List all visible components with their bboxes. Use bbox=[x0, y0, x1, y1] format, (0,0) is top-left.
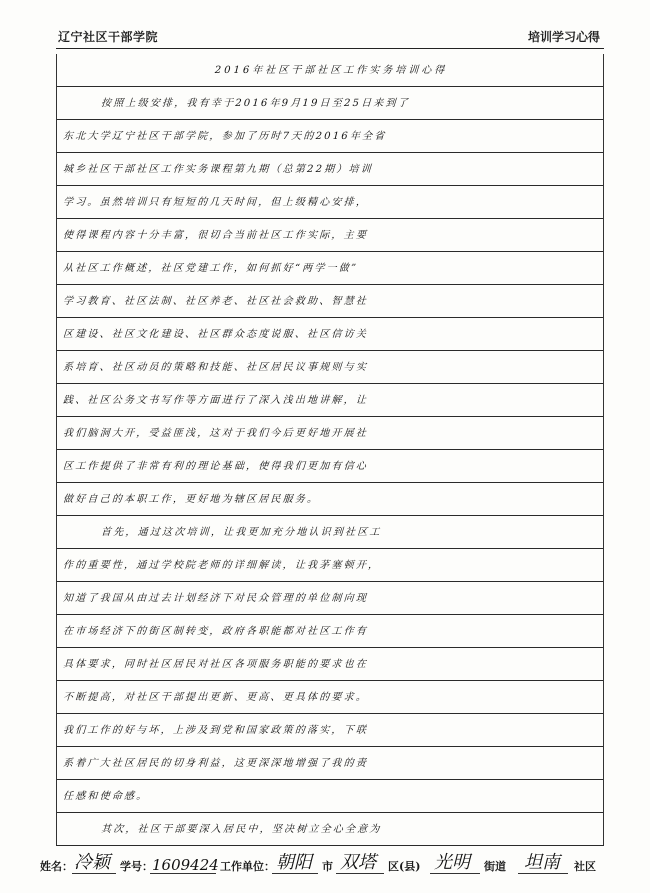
community-underline bbox=[518, 873, 568, 874]
student-id-underline bbox=[150, 873, 216, 874]
line-text: 区工作提供了非常有利的理论基础，使得我们更加有信心 bbox=[62, 461, 369, 472]
community-suffix: 社区 bbox=[574, 860, 596, 873]
text-line bbox=[57, 153, 603, 186]
line-text: 践、社区公务文书写作等方面进行了深入浅出地讲解，让 bbox=[62, 395, 369, 406]
district-suffix: 区(县) bbox=[388, 860, 421, 873]
text-line bbox=[57, 54, 603, 87]
line-text: 首先，通过这次培训，让我更加充分地认识到社区工 bbox=[100, 527, 382, 538]
city-value: 朝阳 bbox=[276, 852, 312, 873]
text-line bbox=[57, 417, 603, 450]
student-info-footer bbox=[40, 852, 620, 876]
text-line bbox=[57, 351, 603, 384]
text-line bbox=[57, 120, 603, 153]
line-text: 按照上级安排，我有幸于2016年9月19日至25日来到了 bbox=[100, 98, 411, 109]
city-suffix: 市 bbox=[322, 860, 333, 873]
community-value: 坦南 bbox=[524, 852, 560, 873]
text-line bbox=[57, 384, 603, 417]
text-line bbox=[57, 450, 603, 483]
line-text: 作的重要性，通过学校院老师的详细解读，让我茅塞顿开， bbox=[62, 560, 381, 571]
line-text: 区建设、社区文化建设、社区群众态度说服、社区信访关 bbox=[62, 329, 369, 340]
student-id-label: 学号： bbox=[120, 860, 153, 873]
district-value: 双塔 bbox=[340, 852, 376, 873]
header-rule bbox=[56, 48, 604, 49]
line-text: 具体要求，同时社区居民对社区各项服务职能的要求也在 bbox=[62, 659, 369, 670]
text-line bbox=[57, 648, 603, 681]
street-suffix: 街道 bbox=[484, 860, 506, 873]
text-line bbox=[57, 252, 603, 285]
line-text: 东北大学辽宁社区干部学院，参加了历时7天的2016年全省 bbox=[62, 131, 387, 142]
text-line bbox=[57, 318, 603, 351]
line-text: 任感和使命感。 bbox=[62, 791, 149, 802]
line-text: 学习教育、社区法制、社区养老、社区社会救助、智慧社 bbox=[62, 296, 369, 307]
line-text: 城乡社区干部社区工作实务课程第九期（总第22期）培训 bbox=[62, 164, 374, 175]
line-text: 其次，社区干部要深入居民中，坚决树立全心全意为 bbox=[100, 824, 382, 835]
district-underline bbox=[336, 873, 384, 874]
name-underline bbox=[72, 873, 116, 874]
text-line bbox=[57, 516, 603, 549]
document-type-header: 培训学习心得 bbox=[527, 30, 600, 44]
line-text: 从社区工作概述，社区党建工作，如何抓好“两学一做” bbox=[62, 263, 359, 274]
lined-writing-area bbox=[56, 54, 604, 846]
text-line bbox=[57, 582, 603, 615]
street-value: 光明 bbox=[434, 852, 470, 873]
line-text: 不断提高，对社区干部提出更新、更高、更具体的要求。 bbox=[62, 692, 369, 703]
line-text: 在市场经济下的街区制转变，政府各职能都对社区工作有 bbox=[62, 626, 369, 637]
essay-title: 2016年社区干部社区工作实务培训心得 bbox=[214, 65, 448, 76]
line-text: 系着广大社区居民的切身利益，这更深深地增强了我的责 bbox=[62, 758, 369, 769]
name-value: 冷颖 bbox=[74, 852, 110, 873]
text-line bbox=[57, 87, 603, 120]
text-line bbox=[57, 780, 603, 813]
line-text: 知道了我国从由过去计划经济下对民众管理的单位制向现 bbox=[62, 593, 369, 604]
name-label: 姓名： bbox=[40, 860, 73, 873]
line-text: 我们脑洞大开，受益匪浅，这对于我们今后更好地开展社 bbox=[62, 428, 369, 439]
work-unit-label: 工作单位： bbox=[220, 860, 275, 873]
text-line bbox=[57, 615, 603, 648]
line-text: 系培育、社区动员的策略和技能、社区居民议事规则与实 bbox=[62, 362, 369, 373]
institution-header: 辽宁社区干部学院 bbox=[58, 30, 159, 44]
street-underline bbox=[430, 873, 480, 874]
line-text: 做好自己的本职工作，更好地为辖区居民服务。 bbox=[62, 494, 320, 505]
text-line bbox=[57, 747, 603, 780]
text-line bbox=[57, 186, 603, 219]
text-line bbox=[57, 483, 603, 516]
text-line bbox=[57, 681, 603, 714]
text-line bbox=[57, 813, 603, 846]
text-lines bbox=[57, 54, 603, 846]
line-text: 学习。虽然培训只有短短的几天时间，但上级精心安排， bbox=[62, 197, 369, 208]
line-text: 使得课程内容十分丰富，很切合当前社区工作实际，主要 bbox=[62, 230, 369, 241]
student-id-value: 1609424 bbox=[152, 856, 219, 874]
text-line bbox=[57, 714, 603, 747]
line-text: 我们工作的好与坏，上涉及到党和国家政策的落实，下联 bbox=[62, 725, 369, 736]
text-line bbox=[57, 285, 603, 318]
text-line bbox=[57, 549, 603, 582]
text-line bbox=[57, 219, 603, 252]
city-underline bbox=[272, 873, 318, 874]
